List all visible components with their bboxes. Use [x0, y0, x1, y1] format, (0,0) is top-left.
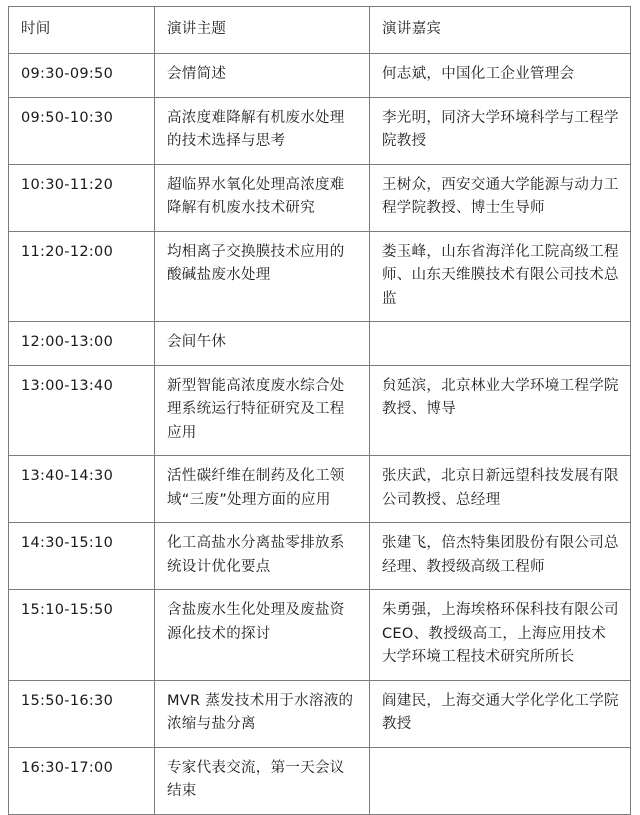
- table-row: [9, 54, 631, 97]
- cell-speaker: [370, 747, 631, 814]
- cell-topic: 化工高盐水分离盐零排放系统设计优化要点: [155, 523, 370, 590]
- cell-time: 12:00-13:00: [9, 322, 155, 365]
- cell-topic: 会间午休: [155, 322, 370, 365]
- cell-topic: 高浓度难降解有机废水处理的技术选择与思考: [155, 97, 370, 164]
- table-row: [9, 365, 631, 455]
- cell-speaker: 张庆武，北京日新远望科技发展有限公司教授、总经理: [370, 456, 631, 523]
- cell-speaker: 朱勇强，上海埃格环保科技有限公司 CEO、教授级高工，上海应用技术大学环境工程技术研究所所长: [370, 590, 631, 680]
- table-row: [9, 523, 631, 590]
- table-header: [9, 7, 631, 54]
- cell-speaker: 贠延滨，北京林业大学环境工程学院教授、博导: [370, 365, 631, 455]
- cell-topic: 会情简述: [155, 54, 370, 97]
- cell-topic: MVR 蒸发技术用于水溶液的浓缩与盐分离: [155, 680, 370, 747]
- column-header-topic: 演讲主题: [155, 7, 370, 54]
- conference-schedule-table: [8, 6, 631, 815]
- table-row: [9, 680, 631, 747]
- table-body: [9, 54, 631, 814]
- cell-time: 13:00-13:40: [9, 365, 155, 455]
- cell-time: 09:50-10:30: [9, 97, 155, 164]
- cell-speaker: 娄玉峰，山东省海洋化工院高级工程师、山东天维膜技术有限公司技术总监: [370, 231, 631, 321]
- table-row: [9, 322, 631, 365]
- cell-time: 13:40-14:30: [9, 456, 155, 523]
- table-row: [9, 97, 631, 164]
- table-row: [9, 164, 631, 231]
- cell-time: 15:50-16:30: [9, 680, 155, 747]
- cell-speaker: 张建飞，倍杰特集团股份有限公司总经理、教授级高级工程师: [370, 523, 631, 590]
- cell-topic: 超临界水氧化处理高浓度难降解有机废水技术研究: [155, 164, 370, 231]
- document-page: [0, 6, 640, 800]
- cell-speaker: [370, 322, 631, 365]
- cell-time: 16:30-17:00: [9, 747, 155, 814]
- cell-topic: 含盐废水生化处理及废盐资源化技术的探讨: [155, 590, 370, 680]
- table-row: [9, 231, 631, 321]
- cell-topic: 新型智能高浓度废水综合处理系统运行特征研究及工程应用: [155, 365, 370, 455]
- cell-time: 10:30-11:20: [9, 164, 155, 231]
- cell-time: 11:20-12:00: [9, 231, 155, 321]
- table-row: [9, 590, 631, 680]
- cell-time: 09:30-09:50: [9, 54, 155, 97]
- table-row: [9, 456, 631, 523]
- cell-topic: 均相离子交换膜技术应用的酸碱盐废水处理: [155, 231, 370, 321]
- table-row: [9, 747, 631, 814]
- cell-speaker: 李光明，同济大学环境科学与工程学院教授: [370, 97, 631, 164]
- cell-topic: 专家代表交流，第一天会议结束: [155, 747, 370, 814]
- cell-time: 15:10-15:50: [9, 590, 155, 680]
- cell-topic: 活性碳纤维在制药及化工领域“三废”处理方面的应用: [155, 456, 370, 523]
- table-header-row: [9, 7, 631, 54]
- cell-speaker: 何志斌，中国化工企业管理会: [370, 54, 631, 97]
- cell-speaker: 阎建民，上海交通大学化学化工学院教授: [370, 680, 631, 747]
- column-header-speaker: 演讲嘉宾: [370, 7, 631, 54]
- cell-time: 14:30-15:10: [9, 523, 155, 590]
- cell-speaker: 王树众，西安交通大学能源与动力工程学院教授、博士生导师: [370, 164, 631, 231]
- column-header-time: 时间: [9, 7, 155, 54]
